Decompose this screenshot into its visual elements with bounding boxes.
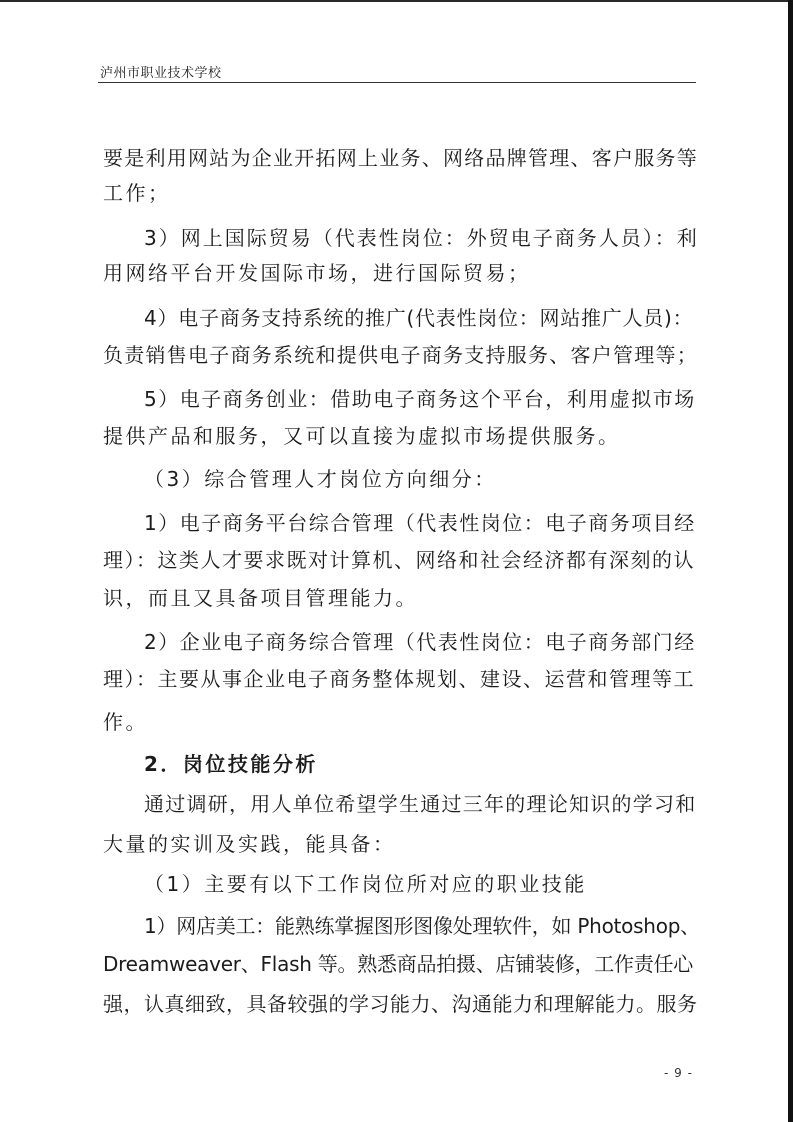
body-line-15: 作。 <box>103 710 148 734</box>
body-line-21: Dreamweaver、Flash 等。熟悉商品拍摄、店铺装修，工作责任心 <box>103 952 694 976</box>
scan-right-edge <box>788 0 793 1122</box>
body-line-17: 通过调研，用人单位希望学生通过三年的理论知识的学习和 <box>144 792 697 816</box>
body-line-22: 强，认真细致，具备较强的学习能力、沟通能力和理解能力。服务 <box>103 992 698 1016</box>
body-line-4: 用网络平台开发国际市场，进行国际贸易； <box>103 261 531 285</box>
body-line-6: 负责销售电子商务系统和提供电子商务支持服务、客户管理等； <box>103 343 698 367</box>
body-line-12: 识，而且又具备项目管理能力。 <box>103 586 418 610</box>
body-line-3: 3）网上国际贸易（代表性岗位：外贸电子商务人员）：利 <box>144 226 699 250</box>
body-line-10: 1）电子商务平台综合管理（代表性岗位：电子商务项目经 <box>144 511 696 535</box>
body-line-2: 工作； <box>103 181 171 205</box>
body-line-9: （3）综合管理人才岗位方向细分： <box>144 467 497 491</box>
body-line-19: （1）主要有以下工作岗位所对应的职业技能 <box>144 872 587 896</box>
body-line-5: 4）电子商务支持系统的推广(代表性岗位：网站推广人员)： <box>144 306 694 330</box>
body-line-18: 大量的实训及实践，能具备： <box>103 832 396 856</box>
body-line-1: 要是利用网站为企业开拓网上业务、网络品牌管理、客户服务等 <box>103 146 698 170</box>
page-number: - 9 - <box>664 1066 693 1080</box>
body-line-13: 2）企业电子商务综合管理（代表性岗位：电子商务部门经 <box>144 630 696 654</box>
header-rule <box>98 82 696 83</box>
section-heading-job-skills: 2．岗位技能分析 <box>144 752 318 776</box>
body-line-11: 理）：这类人才要求既对计算机、网络和社会经济都有深刻的认 <box>103 548 695 572</box>
body-line-8: 提供产品和服务，又可以直接为虚拟市场提供服务。 <box>103 424 621 448</box>
body-line-14: 理）：主要从事企业电子商务整体规划、建设、运营和管理等工 <box>103 667 695 691</box>
body-line-20: 1）网店美工：能熟练掌握图形图像处理软件，如 Photoshop、 <box>144 914 700 938</box>
scan-top-edge <box>0 0 793 2</box>
page-header-school-name: 泸州市职业技术学校 <box>100 66 222 81</box>
body-line-7: 5）电子商务创业：借助电子商务这个平台，利用虚拟市场 <box>144 387 696 411</box>
